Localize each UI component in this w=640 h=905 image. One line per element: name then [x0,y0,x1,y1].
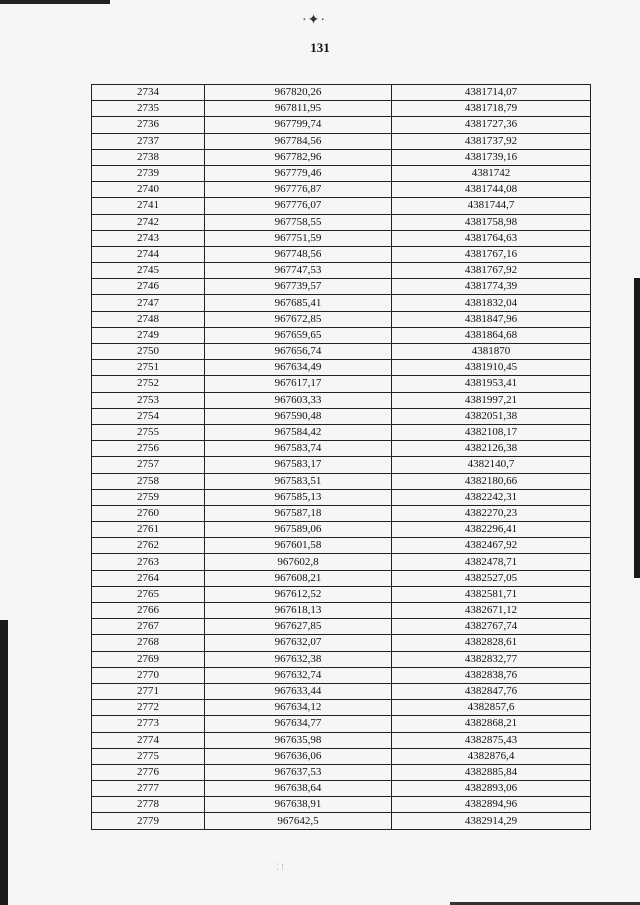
x-coordinate-cell: 967608,21 [205,570,392,586]
x-coordinate-cell: 967634,12 [205,700,392,716]
y-coordinate-cell: 4382767,74 [392,619,591,635]
x-coordinate-cell: 967618,13 [205,603,392,619]
x-coordinate-cell: 967784,56 [205,133,392,149]
x-coordinate-cell: 967634,77 [205,716,392,732]
y-coordinate-cell: 4381767,16 [392,246,591,262]
x-coordinate-cell: 967685,41 [205,295,392,311]
x-coordinate-cell: 967583,17 [205,457,392,473]
scan-edge-top [0,0,110,4]
y-coordinate-cell: 4382894,96 [392,797,591,813]
y-coordinate-cell: 4382140,7 [392,457,591,473]
coordinate-table-body [92,85,591,830]
table-row [92,570,591,586]
point-number-cell: 2754 [92,408,205,424]
point-number-cell: 2761 [92,522,205,538]
point-number-cell: 2770 [92,667,205,683]
x-coordinate-cell: 967638,91 [205,797,392,813]
y-coordinate-cell: 4382527,05 [392,570,591,586]
x-coordinate-cell: 967638,64 [205,781,392,797]
x-coordinate-cell: 967776,07 [205,198,392,214]
y-coordinate-cell: 4382270,23 [392,505,591,521]
y-coordinate-cell: 4382914,29 [392,813,591,829]
table-row [92,457,591,473]
scan-edge-right [634,278,640,578]
x-coordinate-cell: 967636,06 [205,748,392,764]
table-row [92,392,591,408]
table-row [92,408,591,424]
y-coordinate-cell: 4382893,06 [392,781,591,797]
x-coordinate-cell: 967633,44 [205,683,392,699]
table-row [92,327,591,343]
x-coordinate-cell: 967632,38 [205,651,392,667]
point-number-cell: 2756 [92,441,205,457]
y-coordinate-cell: 4382838,76 [392,667,591,683]
table-row [92,230,591,246]
point-number-cell: 2757 [92,457,205,473]
y-coordinate-cell: 4382108,17 [392,424,591,440]
y-coordinate-cell: 4382857,6 [392,700,591,716]
page-number: 131 [310,40,330,55]
point-number-cell: 2769 [92,651,205,667]
table-row [92,716,591,732]
table-row [92,635,591,651]
y-coordinate-cell: 4381832,04 [392,295,591,311]
point-number-cell: 2740 [92,182,205,198]
table-row [92,295,591,311]
scan-edge-left [0,620,8,905]
point-number-cell: 2758 [92,473,205,489]
table-row [92,505,591,521]
x-coordinate-cell: 967779,46 [205,165,392,181]
point-number-cell: 2772 [92,700,205,716]
point-number-cell: 2747 [92,295,205,311]
point-number-cell: 2766 [92,603,205,619]
table-row [92,246,591,262]
table-row [92,813,591,829]
x-coordinate-cell: 967583,51 [205,473,392,489]
point-number-cell: 2775 [92,748,205,764]
y-coordinate-cell: 4382832,77 [392,651,591,667]
point-number-cell: 2741 [92,198,205,214]
point-number-cell: 2738 [92,149,205,165]
point-number-cell: 2734 [92,85,205,101]
y-coordinate-cell: 4381718,79 [392,101,591,117]
x-coordinate-cell: 967799,74 [205,117,392,133]
x-coordinate-cell: 967634,49 [205,360,392,376]
table-row [92,748,591,764]
point-number-cell: 2748 [92,311,205,327]
table-row [92,732,591,748]
y-coordinate-cell: 4381910,45 [392,360,591,376]
point-number-cell: 2737 [92,133,205,149]
table-row [92,473,591,489]
table-row [92,554,591,570]
point-number-cell: 2735 [92,101,205,117]
x-coordinate-cell: 967587,18 [205,505,392,521]
table-row [92,279,591,295]
table-row [92,603,591,619]
y-coordinate-cell: 4381714,07 [392,85,591,101]
x-coordinate-cell: 967627,85 [205,619,392,635]
y-coordinate-cell: 4381758,98 [392,214,591,230]
point-number-cell: 2774 [92,732,205,748]
point-number-cell: 2755 [92,424,205,440]
x-coordinate-cell: 967632,07 [205,635,392,651]
point-number-cell: 2768 [92,635,205,651]
point-number-cell: 2739 [92,165,205,181]
point-number-cell: 2745 [92,263,205,279]
point-number-cell: 2764 [92,570,205,586]
table-row [92,376,591,392]
x-coordinate-cell: 967782,96 [205,149,392,165]
point-number-cell: 2746 [92,279,205,295]
scan-noise-dots: ⁚ ⁝ [276,862,284,872]
table-row [92,263,591,279]
scan-smudge-mark: ·✦· [302,13,327,28]
y-coordinate-cell: 4381737,92 [392,133,591,149]
y-coordinate-cell: 4381739,16 [392,149,591,165]
y-coordinate-cell: 4382875,43 [392,732,591,748]
y-coordinate-cell: 4381864,68 [392,327,591,343]
point-number-cell: 2752 [92,376,205,392]
x-coordinate-cell: 967672,85 [205,311,392,327]
table-row [92,149,591,165]
table-row [92,619,591,635]
y-coordinate-cell: 4382296,41 [392,522,591,538]
table-row [92,85,591,101]
table-row [92,651,591,667]
y-coordinate-cell: 4381742 [392,165,591,181]
point-number-cell: 2749 [92,327,205,343]
y-coordinate-cell: 4382885,84 [392,764,591,780]
table-row [92,764,591,780]
table-row [92,424,591,440]
table-row [92,522,591,538]
x-coordinate-cell: 967820,26 [205,85,392,101]
table-row [92,214,591,230]
y-coordinate-cell: 4381744,7 [392,198,591,214]
y-coordinate-cell: 4382671,12 [392,603,591,619]
y-coordinate-cell: 4381774,39 [392,279,591,295]
table-row [92,117,591,133]
table-row [92,360,591,376]
y-coordinate-cell: 4382868,21 [392,716,591,732]
table-row [92,182,591,198]
table-row [92,781,591,797]
table-row [92,344,591,360]
table-row [92,311,591,327]
x-coordinate-cell: 967637,53 [205,764,392,780]
point-number-cell: 2744 [92,246,205,262]
x-coordinate-cell: 967751,59 [205,230,392,246]
x-coordinate-cell: 967747,53 [205,263,392,279]
y-coordinate-cell: 4381997,21 [392,392,591,408]
point-number-cell: 2753 [92,392,205,408]
x-coordinate-cell: 967748,56 [205,246,392,262]
table-row [92,198,591,214]
point-number-cell: 2759 [92,489,205,505]
y-coordinate-cell: 4382126,38 [392,441,591,457]
y-coordinate-cell: 4381767,92 [392,263,591,279]
x-coordinate-cell: 967776,87 [205,182,392,198]
x-coordinate-cell: 967617,17 [205,376,392,392]
table-row [92,441,591,457]
x-coordinate-cell: 967739,57 [205,279,392,295]
point-number-cell: 2762 [92,538,205,554]
table-row [92,700,591,716]
table-row [92,101,591,117]
x-coordinate-cell: 967584,42 [205,424,392,440]
x-coordinate-cell: 967601,58 [205,538,392,554]
x-coordinate-cell: 967603,33 [205,392,392,408]
point-number-cell: 2763 [92,554,205,570]
table-row [92,538,591,554]
table-row [92,165,591,181]
x-coordinate-cell: 967642,5 [205,813,392,829]
table-row [92,489,591,505]
x-coordinate-cell: 967589,06 [205,522,392,538]
table-row [92,683,591,699]
x-coordinate-cell: 967612,52 [205,586,392,602]
y-coordinate-cell: 4382478,71 [392,554,591,570]
table-row [92,797,591,813]
y-coordinate-cell: 4382828,61 [392,635,591,651]
y-coordinate-cell: 4382180,66 [392,473,591,489]
point-number-cell: 2779 [92,813,205,829]
y-coordinate-cell: 4382242,31 [392,489,591,505]
point-number-cell: 2751 [92,360,205,376]
x-coordinate-cell: 967585,13 [205,489,392,505]
point-number-cell: 2743 [92,230,205,246]
point-number-cell: 2776 [92,764,205,780]
point-number-cell: 2771 [92,683,205,699]
y-coordinate-cell: 4382847,76 [392,683,591,699]
y-coordinate-cell: 4382581,71 [392,586,591,602]
x-coordinate-cell: 967656,74 [205,344,392,360]
x-coordinate-cell: 967590,48 [205,408,392,424]
y-coordinate-cell: 4381847,96 [392,311,591,327]
table-row [92,133,591,149]
point-number-cell: 2767 [92,619,205,635]
y-coordinate-cell: 4381744,08 [392,182,591,198]
x-coordinate-cell: 967758,55 [205,214,392,230]
y-coordinate-cell: 4381870 [392,344,591,360]
x-coordinate-cell: 967583,74 [205,441,392,457]
y-coordinate-cell: 4382467,92 [392,538,591,554]
point-number-cell: 2773 [92,716,205,732]
point-number-cell: 2777 [92,781,205,797]
x-coordinate-cell: 967659,65 [205,327,392,343]
x-coordinate-cell: 967635,98 [205,732,392,748]
coordinate-table [91,84,591,830]
point-number-cell: 2760 [92,505,205,521]
x-coordinate-cell: 967811,95 [205,101,392,117]
table-row [92,667,591,683]
x-coordinate-cell: 967632,74 [205,667,392,683]
x-coordinate-cell: 967602,8 [205,554,392,570]
y-coordinate-cell: 4382876,4 [392,748,591,764]
y-coordinate-cell: 4382051,38 [392,408,591,424]
point-number-cell: 2742 [92,214,205,230]
point-number-cell: 2750 [92,344,205,360]
point-number-cell: 2765 [92,586,205,602]
point-number-cell: 2736 [92,117,205,133]
table-row [92,586,591,602]
y-coordinate-cell: 4381727,36 [392,117,591,133]
point-number-cell: 2778 [92,797,205,813]
y-coordinate-cell: 4381953,41 [392,376,591,392]
y-coordinate-cell: 4381764,63 [392,230,591,246]
